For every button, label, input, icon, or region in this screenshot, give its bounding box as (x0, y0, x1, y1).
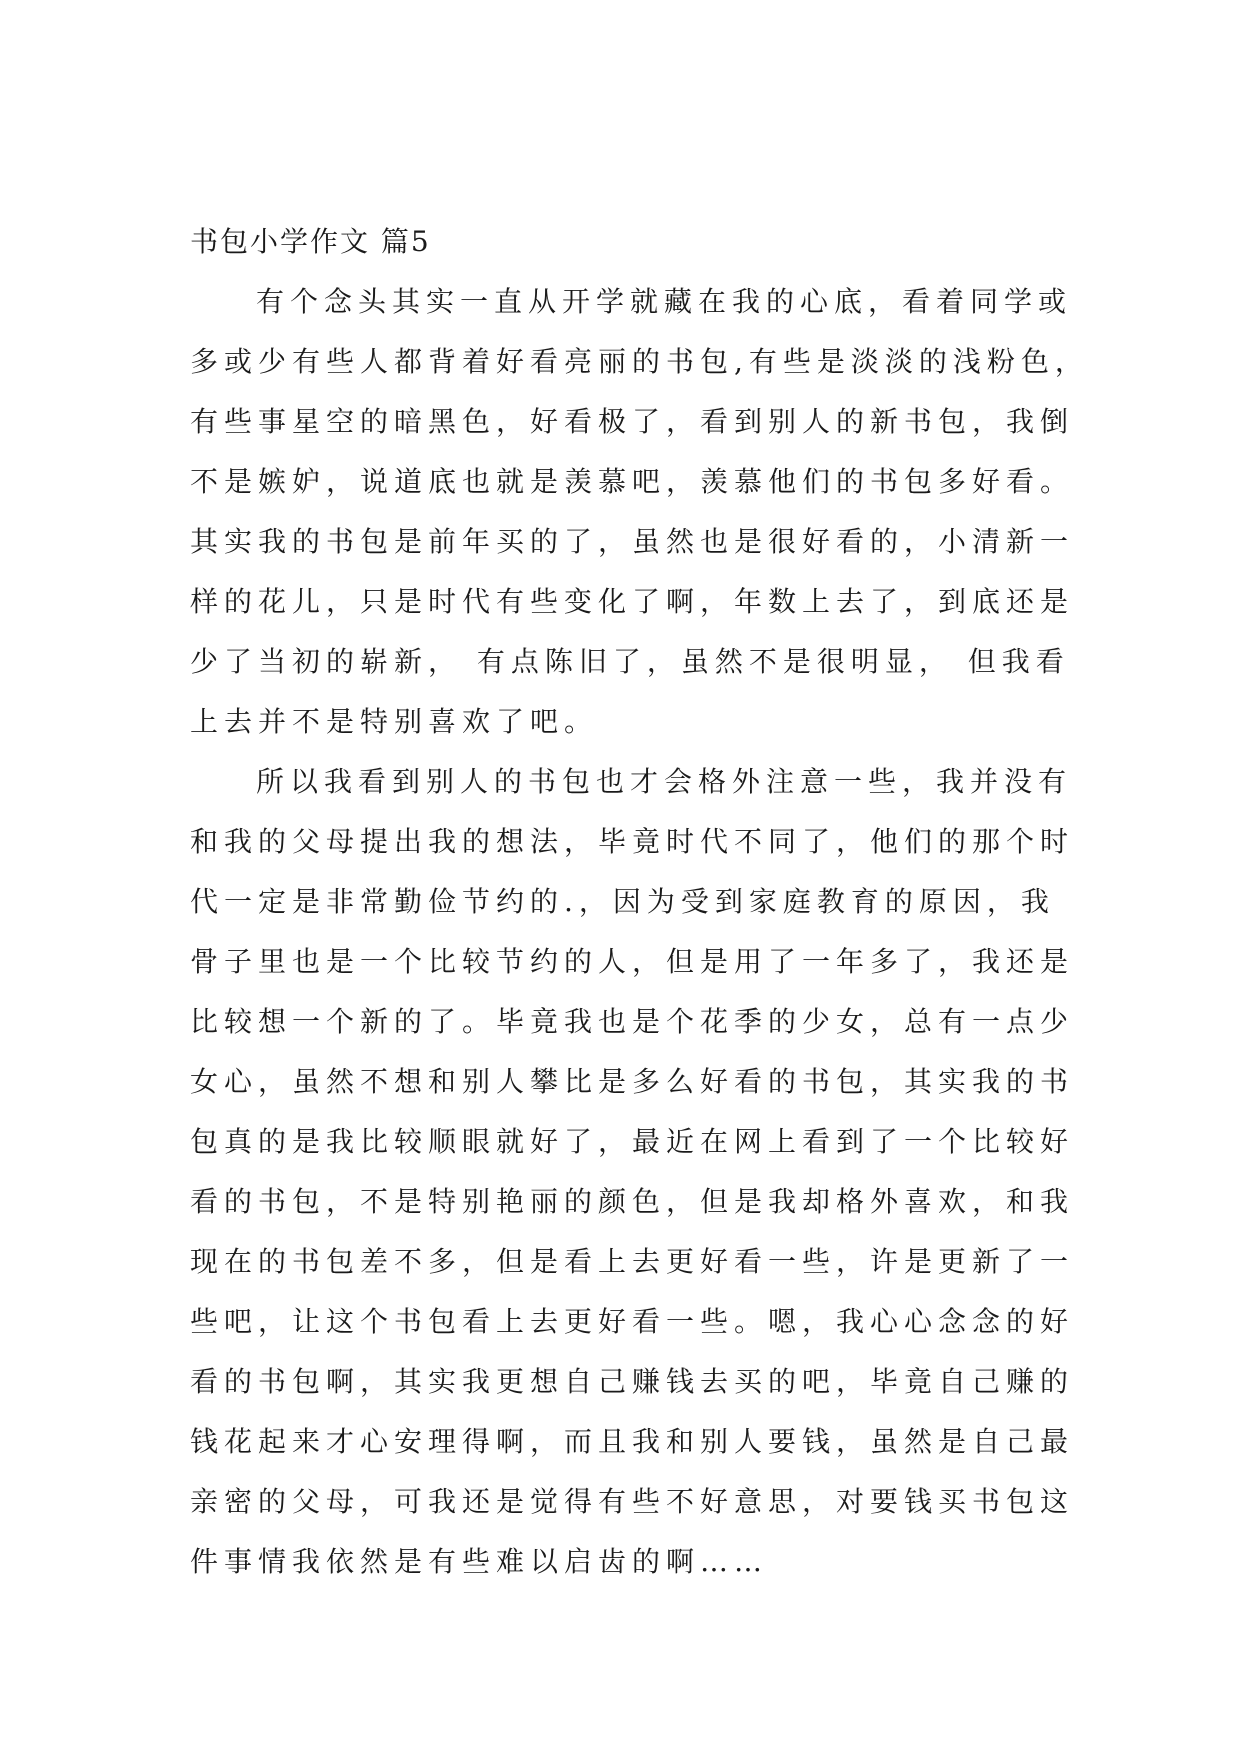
essay-title: 书包小学作文 篇5 (190, 225, 431, 258)
paragraph-1-line-6: 样的花儿，只是时代有些变化了啊，年数上去了，到底还是 (190, 585, 1075, 618)
paragraph-2-line-10: 些吧，让这个书包看上去更好看一些。嗯，我心心念念的好 (190, 1305, 1075, 1338)
paragraph-1-line-1: 有个念头其实一直从开学就藏在我的心底，看着同学或 (256, 285, 1073, 318)
paragraph-1-line-7: 少了当初的崭新， 有点陈旧了，虽然不是很明显， 但我看 (190, 645, 1070, 678)
paragraph-1-line-2: 多或少有些人都背着好看亮丽的书包,有些是淡淡的浅粉色， (190, 345, 1089, 378)
paragraph-2-line-2: 和我的父母提出我的想法，毕竟时代不同了，他们的那个时 (190, 825, 1075, 858)
paragraph-1-line-5: 其实我的书包是前年买的了，虽然也是很好看的，小清新一 (190, 525, 1075, 558)
paragraph-1-line-3: 有些事星空的暗黑色，好看极了，看到别人的新书包，我倒 (190, 405, 1075, 438)
paragraph-2-line-12: 钱花起来才心安理得啊，而且我和别人要钱，虽然是自己最 (190, 1425, 1075, 1458)
paragraph-2-line-9: 现在的书包差不多，但是看上去更好看一些，许是更新了一 (190, 1245, 1075, 1278)
paragraph-2-line-4: 骨子里也是一个比较节约的人，但是用了一年多了，我还是 (190, 945, 1075, 978)
paragraph-2-line-7: 包真的是我比较顺眼就好了，最近在网上看到了一个比较好 (190, 1125, 1075, 1158)
paragraph-1-line-8: 上去并不是特别喜欢了吧。 (190, 705, 599, 738)
paragraph-2-line-14: 件事情我依然是有些难以启齿的啊…… (190, 1545, 769, 1578)
paragraph-2-line-11: 看的书包啊，其实我更想自己赚钱去买的吧，毕竟自己赚的 (190, 1365, 1075, 1398)
paragraph-2-line-1: 所以我看到别人的书包也才会格外注意一些，我并没有 (256, 765, 1073, 798)
paragraph-2-line-5: 比较想一个新的了。毕竟我也是个花季的少女，总有一点少 (190, 1005, 1075, 1038)
paragraph-2-line-6: 女心，虽然不想和别人攀比是多么好看的书包，其实我的书 (190, 1065, 1075, 1098)
paragraph-1-line-4: 不是嫉妒，说道底也就是羡慕吧，羡慕他们的书包多好看。 (190, 465, 1075, 498)
paragraph-2-line-13: 亲密的父母，可我还是觉得有些不好意思，对要钱买书包这 (190, 1485, 1075, 1518)
paragraph-2-line-3: 代一定是非常勤俭节约的.，因为受到家庭教育的原因，我 (190, 885, 1055, 918)
paragraph-2-line-8: 看的书包，不是特别艳丽的颜色，但是我却格外喜欢，和我 (190, 1185, 1075, 1218)
